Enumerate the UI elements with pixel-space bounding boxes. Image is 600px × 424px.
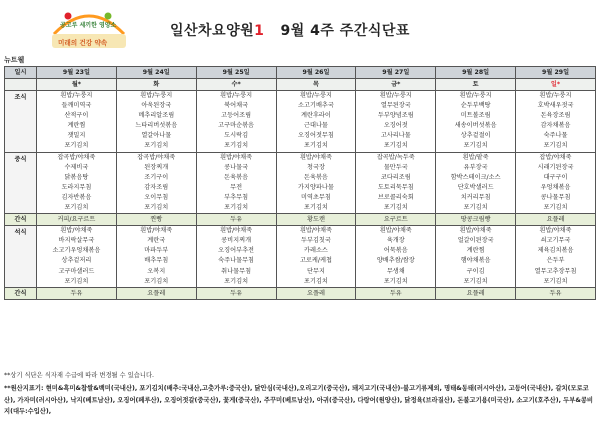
dish-item: 순두부백탕 bbox=[460, 102, 491, 110]
dish-item: 포기김치 bbox=[463, 204, 488, 212]
dish-item: 청국장 bbox=[306, 163, 325, 171]
dish-item: 고구마순볶음 bbox=[218, 122, 255, 130]
dish-item: 포기김치 bbox=[383, 204, 408, 212]
title-main: 일산차요양원 bbox=[170, 23, 255, 39]
dish-item: 콩비지찌개 bbox=[221, 237, 252, 245]
snack-cell: 커피/요구르트 bbox=[37, 214, 117, 226]
footnote-change-notice: **상기 식단은 식자재 수급에 따라 변경될 수 있습니다. bbox=[4, 372, 155, 379]
dish-item: 김자반볶음 bbox=[61, 193, 92, 201]
dish-item: 열갈아나물 bbox=[141, 132, 172, 140]
dish-item: 포기김치 bbox=[64, 142, 89, 150]
lunch-cell bbox=[196, 152, 276, 214]
lunch-cell bbox=[37, 152, 117, 214]
snack2-cell: 두유 bbox=[196, 287, 276, 299]
dish-item: 흰밥/누룽지 bbox=[299, 92, 332, 99]
dish-item: 계란후라이 bbox=[301, 112, 331, 120]
dish-item: 오복지 bbox=[147, 267, 166, 275]
breakfast-cell bbox=[196, 91, 276, 153]
weekday-row-label bbox=[5, 79, 37, 91]
dish-item: 감자채볶음 bbox=[540, 122, 571, 130]
dish-item: 포기김치 bbox=[543, 277, 568, 285]
row-label-header: 일시 bbox=[5, 67, 37, 79]
dish-item: 호박새우젓국 bbox=[537, 102, 574, 110]
dinner-cell bbox=[116, 226, 196, 288]
dish-item: 포기김치 bbox=[303, 277, 328, 285]
dish-item: 흰밥/야채죽 bbox=[539, 227, 572, 235]
dish-item: 소고기배추국 bbox=[298, 102, 334, 110]
dish-item: 햄야채볶음 bbox=[460, 257, 491, 265]
dish-item: 은두부 bbox=[546, 257, 565, 265]
dish-item: 오징어젓 bbox=[383, 122, 408, 130]
dish-item: 오이무침 bbox=[144, 193, 169, 201]
dish-item: 콩나물무침 bbox=[540, 193, 571, 201]
weekday-cell: 금* bbox=[356, 79, 436, 91]
dish-item: 수제비국 bbox=[64, 163, 89, 171]
dish-item: 북어채국 bbox=[224, 102, 249, 110]
dish-item: 부추무침 bbox=[224, 193, 249, 201]
dish-item: 열무고추장무침 bbox=[534, 267, 577, 275]
dish-item: 열무된장국 bbox=[380, 102, 411, 110]
dish-item: 포기김치 bbox=[224, 277, 249, 285]
dish-item: 계란찜 bbox=[466, 247, 485, 255]
breakfast-cell bbox=[276, 91, 356, 153]
dish-item: 포기김치 bbox=[224, 142, 249, 150]
dish-item: 포기김치 bbox=[383, 277, 408, 285]
weekday-cell-sunday: 일* bbox=[516, 79, 596, 91]
dish-item: 흰밥/야채죽 bbox=[140, 227, 173, 235]
dish-item: 숙주나물 bbox=[543, 132, 568, 140]
dish-item: 치커리무침 bbox=[460, 193, 491, 201]
dish-item: 상추겉절이 bbox=[460, 132, 491, 140]
dinner-cell bbox=[436, 226, 516, 288]
dish-item: 육개장 bbox=[386, 237, 405, 245]
date-cell: 9월 28일 bbox=[436, 67, 516, 79]
dish-item: 미역초무침 bbox=[301, 193, 331, 201]
dish-item: 취나물무침 bbox=[221, 267, 252, 275]
date-cell: 9월 29일 bbox=[516, 67, 596, 79]
dish-item: 가지양파나물 bbox=[298, 183, 334, 191]
dish-item: 들깨미역국 bbox=[61, 102, 92, 110]
snack-cell: 땅콩크림빵 bbox=[436, 214, 516, 226]
dish-item: 포기김치 bbox=[463, 142, 488, 150]
dish-item: 배추무침 bbox=[144, 257, 169, 265]
provider-name: 뉴트웰 bbox=[4, 56, 25, 64]
dish-item: 물만두국 bbox=[383, 163, 408, 171]
dinner-label: 석식 bbox=[5, 226, 37, 288]
snack2-cell: 요플레 bbox=[436, 287, 516, 299]
snack-row bbox=[5, 214, 596, 226]
dish-item: 흰밥/야채죽 bbox=[379, 227, 412, 235]
dish-item: 흰밥/누룽지 bbox=[379, 92, 412, 99]
dish-item: 된장찌개 bbox=[144, 163, 169, 171]
dish-item: 어묵볶음 bbox=[383, 247, 408, 255]
snack2-label: 간식 bbox=[5, 287, 37, 299]
dish-item: 포기김치 bbox=[543, 142, 568, 150]
date-cell: 9월 24일 bbox=[116, 67, 196, 79]
dish-item: 흰밥/팥죽 bbox=[462, 153, 489, 161]
dish-item: 제육김치볶음 bbox=[537, 247, 574, 255]
breakfast-cell bbox=[356, 91, 436, 153]
dish-item: 잡곡밥/야채죽 bbox=[137, 153, 176, 161]
dish-item: 산적구이 bbox=[64, 112, 89, 120]
date-header-row bbox=[5, 67, 596, 79]
title-rest: 9월 4주 주간식단표 bbox=[280, 23, 410, 39]
breakfast-cell bbox=[516, 91, 596, 153]
snack-cell: 요플레 bbox=[516, 214, 596, 226]
snack-cell: 황도캔 bbox=[276, 214, 356, 226]
dish-item: 계란찜 bbox=[67, 122, 86, 130]
dish-item: 브로콜리숙회 bbox=[377, 193, 414, 201]
dish-item: 포기김치 bbox=[224, 204, 249, 212]
logo-text-top: 공고루 세끼한 영양소 bbox=[60, 22, 117, 29]
dish-item: 잿밀지 bbox=[67, 132, 86, 140]
page-header bbox=[0, 0, 600, 52]
dish-item: 포기김치 bbox=[144, 204, 169, 212]
dish-item: 흰밥/야채죽 bbox=[60, 227, 93, 235]
dish-item: 흰밥/야채죽 bbox=[459, 227, 492, 235]
snack-cell: 두유 bbox=[196, 214, 276, 226]
lunch-row bbox=[5, 152, 596, 214]
dish-item: 단호박샐러드 bbox=[457, 183, 494, 191]
breakfast-cell bbox=[116, 91, 196, 153]
breakfast-label: 조식 bbox=[5, 91, 37, 153]
dish-item: 포기김치 bbox=[383, 142, 408, 150]
lunch-cell bbox=[276, 152, 356, 214]
snack-cell: 찐빵 bbox=[116, 214, 196, 226]
dish-item: 오징어젓무침 bbox=[298, 132, 334, 140]
dish-item: 무전 bbox=[230, 183, 243, 191]
dish-item: 흰밥/누룽지 bbox=[539, 92, 572, 99]
lunch-cell bbox=[436, 152, 516, 214]
dish-item: 근대나물 bbox=[303, 122, 328, 130]
weekday-cell: 월* bbox=[37, 79, 117, 91]
weekday-cell: 토 bbox=[436, 79, 516, 91]
dish-item: 두부김칫국 bbox=[301, 237, 331, 245]
dish-item: 무생채 bbox=[386, 267, 405, 275]
dish-item: 메추리알조림 bbox=[138, 112, 175, 120]
date-cell: 9월 23일 bbox=[37, 67, 117, 79]
dish-item: 대구구이 bbox=[543, 173, 568, 181]
dish-item: 고로케/케첩 bbox=[299, 257, 332, 265]
dish-item: 두부양념조림 bbox=[377, 112, 414, 120]
breakfast-cell bbox=[37, 91, 117, 153]
weekday-cell: 목 bbox=[276, 79, 356, 91]
dish-item: 포기김치 bbox=[303, 204, 328, 212]
dish-item: 포기김치 bbox=[463, 277, 488, 285]
dish-item: 고등어조림 bbox=[221, 112, 252, 120]
dish-item: 돈육장조림 bbox=[540, 112, 571, 120]
dinner-cell bbox=[276, 226, 356, 288]
dinner-cell bbox=[516, 226, 596, 288]
dish-item: 느타리버섯볶음 bbox=[135, 122, 178, 130]
dish-item: 유부장국 bbox=[463, 163, 488, 171]
weekday-row bbox=[5, 79, 596, 91]
weekday-cell: 수* bbox=[196, 79, 276, 91]
dish-item: 코다리조림 bbox=[380, 173, 411, 181]
dish-item: 구이김 bbox=[466, 267, 485, 275]
snack2-cell: 두유 bbox=[37, 287, 117, 299]
snack2-cell: 요플레 bbox=[276, 287, 356, 299]
dish-item: 계란국 bbox=[147, 237, 166, 245]
snack-label: 간식 bbox=[5, 214, 37, 226]
dish-item: 쇠고기무국 bbox=[540, 237, 571, 245]
dish-item: 고사리나물 bbox=[380, 132, 411, 140]
breakfast-cell bbox=[436, 91, 516, 153]
dish-item: 카레소스 bbox=[303, 247, 328, 255]
lunch-label: 중식 bbox=[5, 152, 37, 214]
weekly-menu-table bbox=[4, 66, 596, 300]
dish-item: 흰밥/야채죽 bbox=[299, 153, 332, 161]
dish-item: 숙주나물무침 bbox=[218, 257, 255, 265]
dinner-cell bbox=[356, 226, 436, 288]
dish-item: 잡밥/야채죽 bbox=[539, 153, 572, 161]
dish-item: 양배추쌈/쌈장 bbox=[376, 257, 415, 265]
dish-item: 도토리묵무침 bbox=[377, 183, 414, 191]
logo-text-bottom: 미래의 건강 약속 bbox=[58, 39, 108, 47]
dish-item: 우엉채볶음 bbox=[540, 183, 571, 191]
dinner-cell bbox=[196, 226, 276, 288]
lunch-cell bbox=[356, 152, 436, 214]
dish-item: 도라지무침 bbox=[61, 183, 92, 191]
date-cell: 9월 27일 bbox=[356, 67, 436, 79]
date-cell: 9월 25일 bbox=[196, 67, 276, 79]
dish-item: 잡곡밥/야채죽 bbox=[57, 153, 96, 161]
dish-item: 시래기된장국 bbox=[537, 163, 574, 171]
dish-item: 오징어부추전 bbox=[218, 247, 255, 255]
dish-item: 흰밥/야채죽 bbox=[220, 153, 253, 161]
dish-item: 포기김치 bbox=[144, 142, 169, 150]
dish-item: 닭볶음탕 bbox=[64, 173, 89, 181]
dish-item: 소고기우엉채볶음 bbox=[52, 247, 101, 255]
dish-item: 고구마샐러드 bbox=[58, 267, 95, 275]
snack2-cell: 요플레 bbox=[116, 287, 196, 299]
snack2-row bbox=[5, 287, 596, 299]
dish-item: 감자조림 bbox=[144, 183, 169, 191]
snack-cell: 요구르트 bbox=[356, 214, 436, 226]
dish-item: 상추겉저리 bbox=[61, 257, 92, 265]
dish-item: 아욱된장국 bbox=[141, 102, 172, 110]
date-cell: 9월 26일 bbox=[276, 67, 356, 79]
dish-item: 미트볼조림 bbox=[460, 112, 491, 120]
dish-item: 흰밥/누룽지 bbox=[220, 92, 253, 99]
snack2-cell: 두유 bbox=[356, 287, 436, 299]
dish-item: 포기김치 bbox=[64, 277, 89, 285]
dish-item: 포기김치 bbox=[303, 142, 328, 150]
dish-item: 잡곡밥/녹두죽 bbox=[376, 153, 415, 161]
dish-item: 새송이버섯볶음 bbox=[454, 122, 497, 130]
page-title bbox=[170, 20, 590, 42]
lunch-cell bbox=[116, 152, 196, 214]
dish-item: 바지락살무국 bbox=[58, 237, 95, 245]
dish-item: 포기김치 bbox=[144, 277, 169, 285]
dish-item: 얼갈이된장국 bbox=[457, 237, 494, 245]
dish-item: 돈육볶음 bbox=[224, 173, 249, 181]
weekday-cell: 화 bbox=[116, 79, 196, 91]
brand-logo bbox=[48, 4, 130, 50]
dish-item: 흰밥/누룽지 bbox=[140, 92, 173, 99]
dinner-row bbox=[5, 226, 596, 288]
dish-item: 흰밥/야채죽 bbox=[220, 227, 253, 235]
dish-item: 포기김치 bbox=[64, 204, 89, 212]
dinner-cell bbox=[37, 226, 117, 288]
dish-item: 마파두부 bbox=[144, 247, 169, 255]
dish-item: 흰밥/누룽지 bbox=[459, 92, 492, 99]
dish-item: 도시락김 bbox=[224, 132, 249, 140]
snack2-cell: 두유 bbox=[516, 287, 596, 299]
dish-item: 흰밥/누룽지 bbox=[60, 92, 93, 99]
dish-item: 흰밥/야채죽 bbox=[299, 227, 332, 235]
dish-item: 포기김치 bbox=[543, 204, 568, 212]
lunch-cell bbox=[516, 152, 596, 214]
breakfast-row bbox=[5, 91, 596, 153]
dish-item: 콩나물국 bbox=[224, 163, 249, 171]
dish-item: 함박스테이크/소스 bbox=[450, 173, 501, 181]
dish-item: 조기구이 bbox=[144, 173, 169, 181]
dish-item: 돈육볶음 bbox=[303, 173, 328, 181]
dish-item: 단무지 bbox=[306, 267, 325, 275]
footnote-origin: **원산지표기: 현미&흑미&찹쌀&백미(국내산), 포기김치(배추:국내산,고춧가루:중국산), 닭안심(국내산),오리고기(중국산), 돼지고기(국내산)-불고기류제외, 명태&동태(러시아산), 고등어(국내산), 갈치(모로코산), 가자미(러시아산), 낙지(베트남산), 오징어(페루산), 오징어젓갈(중국산), 꽃게(중국산), 주꾸미(베트남산), 아귀(중국산), 다랑어(원양산), 닭정육(브라질산), 돈불고기용(미국산), 소고기(호주산), 두부&콩비지(대두:수입산), bbox=[4, 385, 593, 415]
title-num: 1 bbox=[254, 23, 265, 39]
